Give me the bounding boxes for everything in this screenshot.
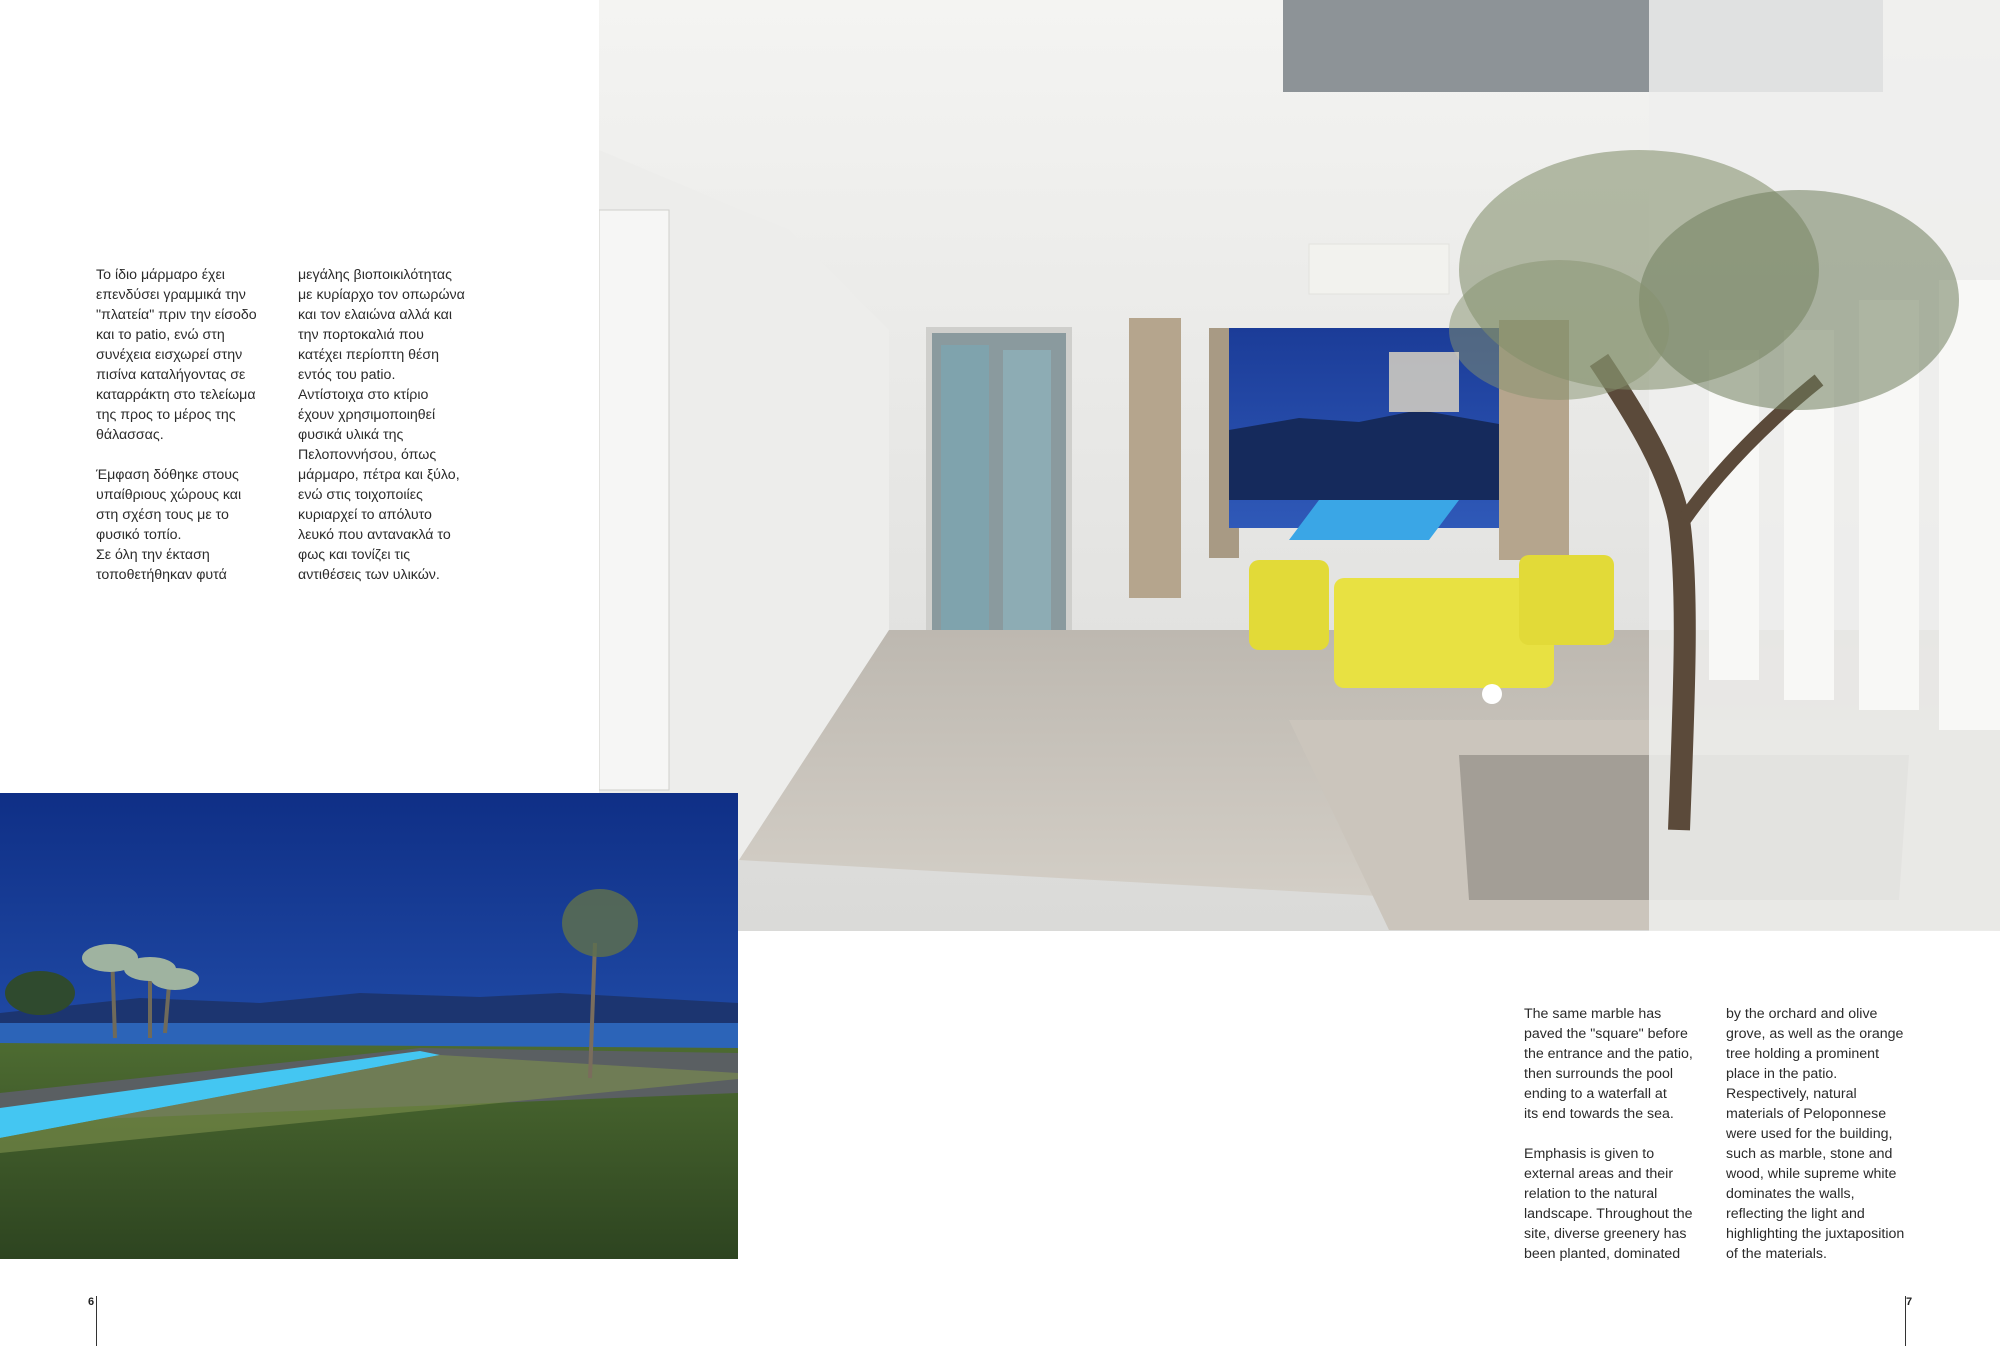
page-rule-left bbox=[96, 1296, 97, 1346]
english-text-column-1: The same marble has paved the "square" before the entrance and the patio, then surrounds the pool ending to a waterfall at its end towards the sea. Emphasis is given to external areas and their relation to the natural landscape. Throughout the site, diverse greenery has been planted, dominated bbox=[1524, 1006, 1693, 1262]
greek-text-column-2: μεγάλης βιοποικιλότητας με κυρίαρχο τον οπωρώνα και τον ελαιώνα αλλά και την πορτοκαλιά που κατέχει περίοπτη θέση εντός του patio. Αντίστοιχα στο κτίριο έχουν χρησιμοποιηθεί φυσικά υλικά της Πελοποννήσου, όπως μάρμαρο, πέτρα και ξύλο, ενώ στις τοιχοποιίες κυριαρχεί το απόλυτο λευκό που αντανακλά το φως και τονίζει τις αντιθέσεις των υλικών. bbox=[298, 267, 465, 583]
patio-photo bbox=[599, 0, 2000, 931]
greek-text-column-1: Το ίδιο μάρμαρο έχει επενδύσει γραμμικά την "πλατεία" πριν την είσοδο και το patio, ενώ στη συνέχεια εισχωρεί στην πισίνα καταλήγοντας σε καταρράκτη στο τελείωμα της προς το μέρος της θάλασσας. Έμφαση δόθηκε στους υπαίθριους χώρους και στη σχέση τους με το φυσικό τοπίο. Σε όλη την έκταση τοποθετήθηκαν φυτά bbox=[96, 267, 257, 583]
english-text-column-2: by the orchard and olive grove, as well as the orange tree holding a prominent place in the patio. Respectively, natural materials of Peloponnese were used for the building, such as marble, stone and wood, while supreme white dominates the walls, reflecting the light and highlighting the juxtaposition of the materials. bbox=[1726, 1006, 1905, 1262]
page-rule-right bbox=[1905, 1296, 1906, 1346]
pool-night-photo bbox=[0, 793, 738, 1259]
page-number-right: 7 bbox=[1906, 1296, 1913, 1308]
page-number-left: 6 bbox=[88, 1296, 95, 1308]
